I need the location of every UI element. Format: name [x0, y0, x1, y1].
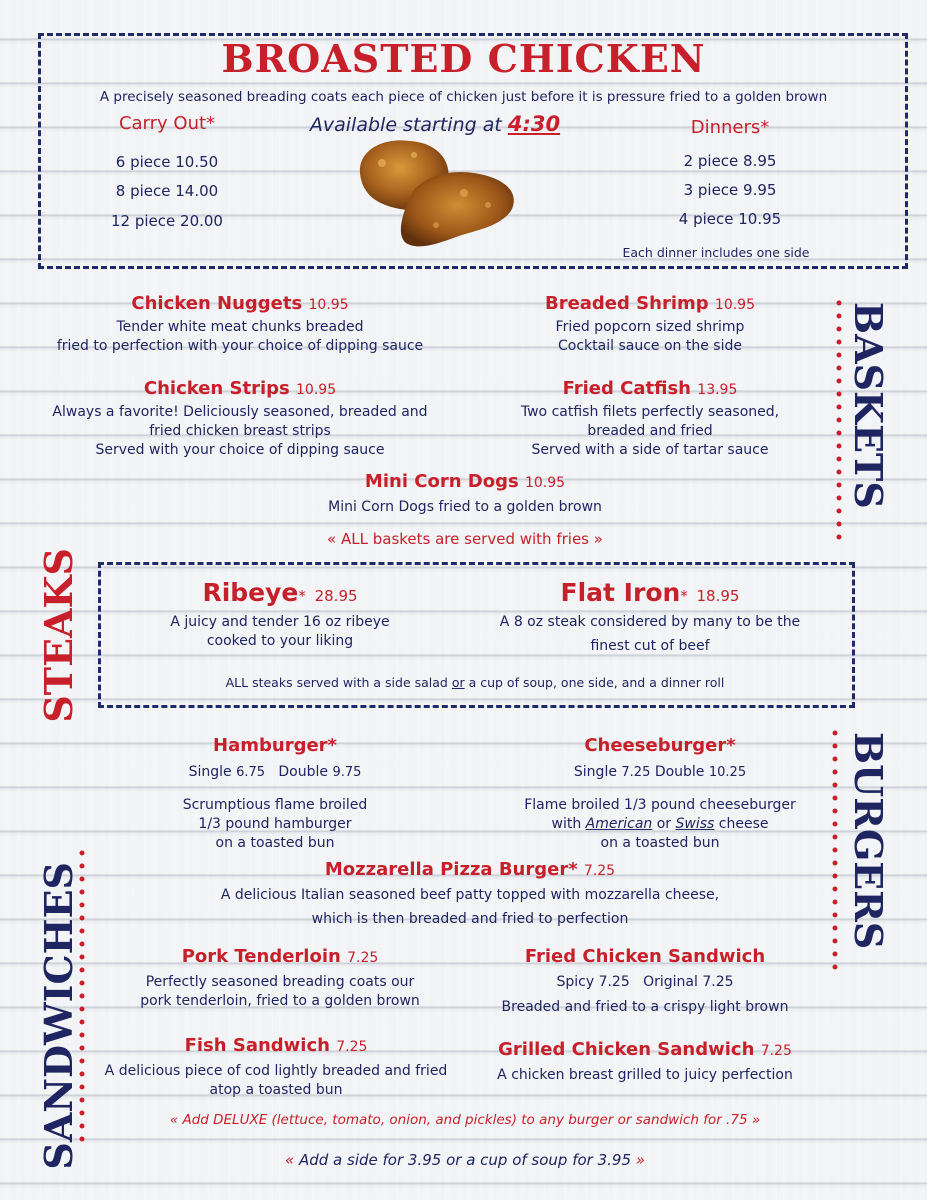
- size-price: 10.25: [708, 765, 747, 780]
- option-original: Original 7.25: [643, 974, 734, 990]
- carry-out-heading: Carry Out*: [118, 113, 216, 134]
- item-desc-line: Breaded and fried to a crispy light brown: [501, 999, 789, 1015]
- item-desc-line: Two catfish filets perfectly seasoned,: [520, 404, 780, 420]
- deluxe-open: «: [169, 1112, 183, 1128]
- item-desc-line: Served with a side of tartar sauce: [531, 442, 769, 458]
- item-desc-line: breaded and fried: [587, 423, 713, 439]
- sandwich-item-pork-tenderloin: [110, 946, 450, 1011]
- item-desc-line: pork tenderloin, fried to a golden brown: [140, 993, 420, 1009]
- item-desc-line: fried to perfection with your choice of dipping sauce: [56, 338, 424, 354]
- carry-out-price-1: 6 piece 10.50: [115, 153, 219, 171]
- item-price: 28.95: [314, 587, 358, 605]
- item-name: Hamburger*: [213, 735, 337, 756]
- item-name: Ribeye: [202, 578, 299, 607]
- item-name: Chicken Strips: [143, 378, 290, 399]
- item-desc-line: A 8 oz steak considered by many to be the: [499, 614, 801, 630]
- carry-out-price-2: 8 piece 14.00: [115, 182, 219, 200]
- size-price: 6.75: [236, 765, 266, 780]
- steaks-note-text-end: a cup of soup, one side, and a dinner roll: [464, 675, 725, 690]
- item-name: Chicken Nuggets: [131, 293, 303, 314]
- item-desc-line: atop a toasted bun: [209, 1082, 343, 1098]
- size-label: Double: [654, 764, 705, 780]
- burger-item-hamburger: [130, 735, 420, 853]
- item-price: 18.95: [696, 587, 740, 605]
- desc-text: cheese: [714, 816, 769, 832]
- item-desc-line: [480, 815, 840, 834]
- size-label: Double: [278, 764, 328, 780]
- item-name: Flat Iron: [560, 578, 681, 607]
- item-name: Breaded Shrimp: [544, 293, 709, 314]
- item-desc-line: Fried popcorn sized shrimp: [555, 319, 745, 335]
- item-name: Fish Sandwich: [184, 1035, 330, 1056]
- steaks-note: [110, 675, 840, 690]
- side-note: [150, 1151, 780, 1169]
- item-name: Cheeseburger*: [584, 735, 736, 756]
- item-desc-line: Perfectly seasoned breading coats our: [145, 974, 415, 990]
- steak-item-ribeye: [120, 578, 440, 651]
- item-name: Fried Catfish: [562, 378, 691, 399]
- availability-text: Available starting at: [309, 114, 508, 136]
- item-name: Pork Tenderloin: [181, 946, 341, 967]
- basket-item-breaded-shrimp: [470, 293, 830, 356]
- deluxe-text: Add DELUXE (lettuce, tomato, onion, and pickles) to any burger or sandwich for .75: [182, 1112, 748, 1128]
- broasted-chicken-subtitle: A precisely seasoned breading coats each piece of chicken just before it is pressure fried to a golden brown: [99, 89, 828, 105]
- sandwiches-dotted-line: [79, 850, 85, 1145]
- item-desc-line: cooked to your liking: [206, 633, 354, 649]
- item-desc-line: fried chicken breast strips: [149, 423, 331, 439]
- item-sizes: [480, 973, 810, 992]
- item-price: 10.95: [714, 297, 756, 313]
- item-desc-line: on a toasted bun: [600, 835, 720, 851]
- size-price: 7.25: [621, 765, 651, 780]
- item-price: 7.25: [347, 950, 379, 966]
- item-desc-line: Served with your choice of dipping sauce: [95, 442, 385, 458]
- item-desc-line: Cocktail sauce on the side: [558, 338, 742, 354]
- item-price: 10.95: [524, 475, 566, 491]
- dinners-column: [630, 117, 830, 228]
- item-name: Fried Chicken Sandwich: [524, 946, 766, 967]
- option-spicy: Spicy 7.25: [556, 974, 630, 990]
- item-desc-line: Scrumptious flame broiled: [182, 797, 368, 813]
- item-desc-line: Mini Corn Dogs fried to a golden brown: [328, 499, 602, 515]
- item-desc-line: finest cut of beef: [590, 638, 710, 654]
- item-star: *: [298, 587, 306, 605]
- baskets-dotted-line: [836, 300, 842, 545]
- burgers-section-title: BURGERS: [846, 732, 891, 950]
- item-desc-line: Flame broiled 1/3 pound cheeseburger: [524, 797, 796, 813]
- sandwich-item-fried-chicken: [480, 946, 810, 1017]
- item-price: 10.95: [308, 297, 349, 313]
- item-price: 10.95: [296, 382, 337, 398]
- steaks-note-text: ALL steaks served with a side salad: [225, 675, 452, 690]
- item-sizes: [480, 763, 840, 782]
- item-name: Grilled Chicken Sandwich: [498, 1039, 755, 1060]
- baskets-note: « ALL baskets are served with fries »: [327, 530, 603, 548]
- deluxe-note: [100, 1112, 830, 1128]
- dinners-heading: Dinners*: [690, 117, 770, 138]
- carry-out-column: [92, 113, 242, 230]
- cheese-option-swiss: Swiss: [675, 816, 715, 832]
- steaks-note-or: or: [451, 675, 465, 690]
- cheese-option-american: American: [585, 816, 653, 832]
- sandwich-item-grilled-chicken: [470, 1039, 820, 1085]
- dinners-price-1: 2 piece 8.95: [683, 152, 777, 170]
- sandwich-item-fish: [100, 1035, 452, 1100]
- basket-item-mini-corn-dogs: [200, 471, 730, 517]
- steak-item-flat-iron: [470, 578, 830, 656]
- item-price: 7.25: [583, 863, 616, 879]
- item-name: Mozzarella Pizza Burger*: [324, 859, 578, 880]
- burger-item-cheeseburger: [480, 735, 840, 853]
- item-price: 13.95: [697, 382, 738, 398]
- item-name: Mini Corn Dogs: [364, 471, 519, 492]
- dinners-price-3: 4 piece 10.95: [678, 210, 782, 228]
- item-desc-line: on a toasted bun: [215, 835, 335, 851]
- side-close: »: [631, 1151, 646, 1169]
- item-desc-line: A delicious piece of cod lightly breaded and fried: [104, 1063, 448, 1079]
- basket-item-chicken-nuggets: [40, 293, 440, 356]
- sandwiches-section-title: SANDWICHES: [36, 862, 81, 1170]
- item-desc-line: 1/3 pound hamburger: [198, 816, 352, 832]
- deluxe-close: »: [747, 1112, 761, 1128]
- basket-item-fried-catfish: [470, 378, 830, 460]
- desc-text: with: [551, 816, 586, 832]
- item-star: *: [680, 587, 688, 605]
- item-desc-line: A delicious Italian seasoned beef patty topped with mozzarella cheese,: [220, 887, 720, 903]
- baskets-section-title: BASKETS: [846, 302, 891, 509]
- item-desc-line: Tender white meat chunks breaded: [116, 319, 364, 335]
- carry-out-price-3: 12 piece 20.00: [111, 212, 223, 230]
- burger-item-mozzarella-pizza: [130, 859, 810, 929]
- size-label: Single: [188, 764, 232, 780]
- dinners-price-2: 3 piece 9.95: [683, 181, 777, 199]
- item-desc-line: A juicy and tender 16 oz ribeye: [170, 614, 390, 630]
- size-label: Single: [573, 764, 617, 780]
- steaks-section-title: STEAKS: [36, 548, 81, 723]
- availability-time: 4:30: [507, 112, 561, 136]
- item-sizes: [130, 763, 420, 782]
- item-price: 7.25: [336, 1039, 368, 1055]
- item-price: 7.25: [760, 1043, 792, 1059]
- fried-chicken-image: [352, 133, 524, 255]
- size-price: 9.75: [332, 765, 362, 780]
- side-open: «: [284, 1151, 299, 1169]
- item-desc-line: which is then breaded and fried to perfection: [311, 911, 629, 927]
- dinners-note: Each dinner includes one side: [622, 245, 810, 260]
- basket-item-chicken-strips: [40, 378, 440, 460]
- item-desc-line: Always a favorite! Deliciously seasoned, breaded and: [52, 404, 428, 420]
- item-desc-line: A chicken breast grilled to juicy perfection: [497, 1067, 793, 1083]
- broasted-chicken-title: BROASTED CHICKEN: [221, 36, 706, 81]
- desc-text: or: [652, 816, 676, 832]
- side-text: Add a side for 3.95 or a cup of soup for 3.95: [298, 1151, 631, 1169]
